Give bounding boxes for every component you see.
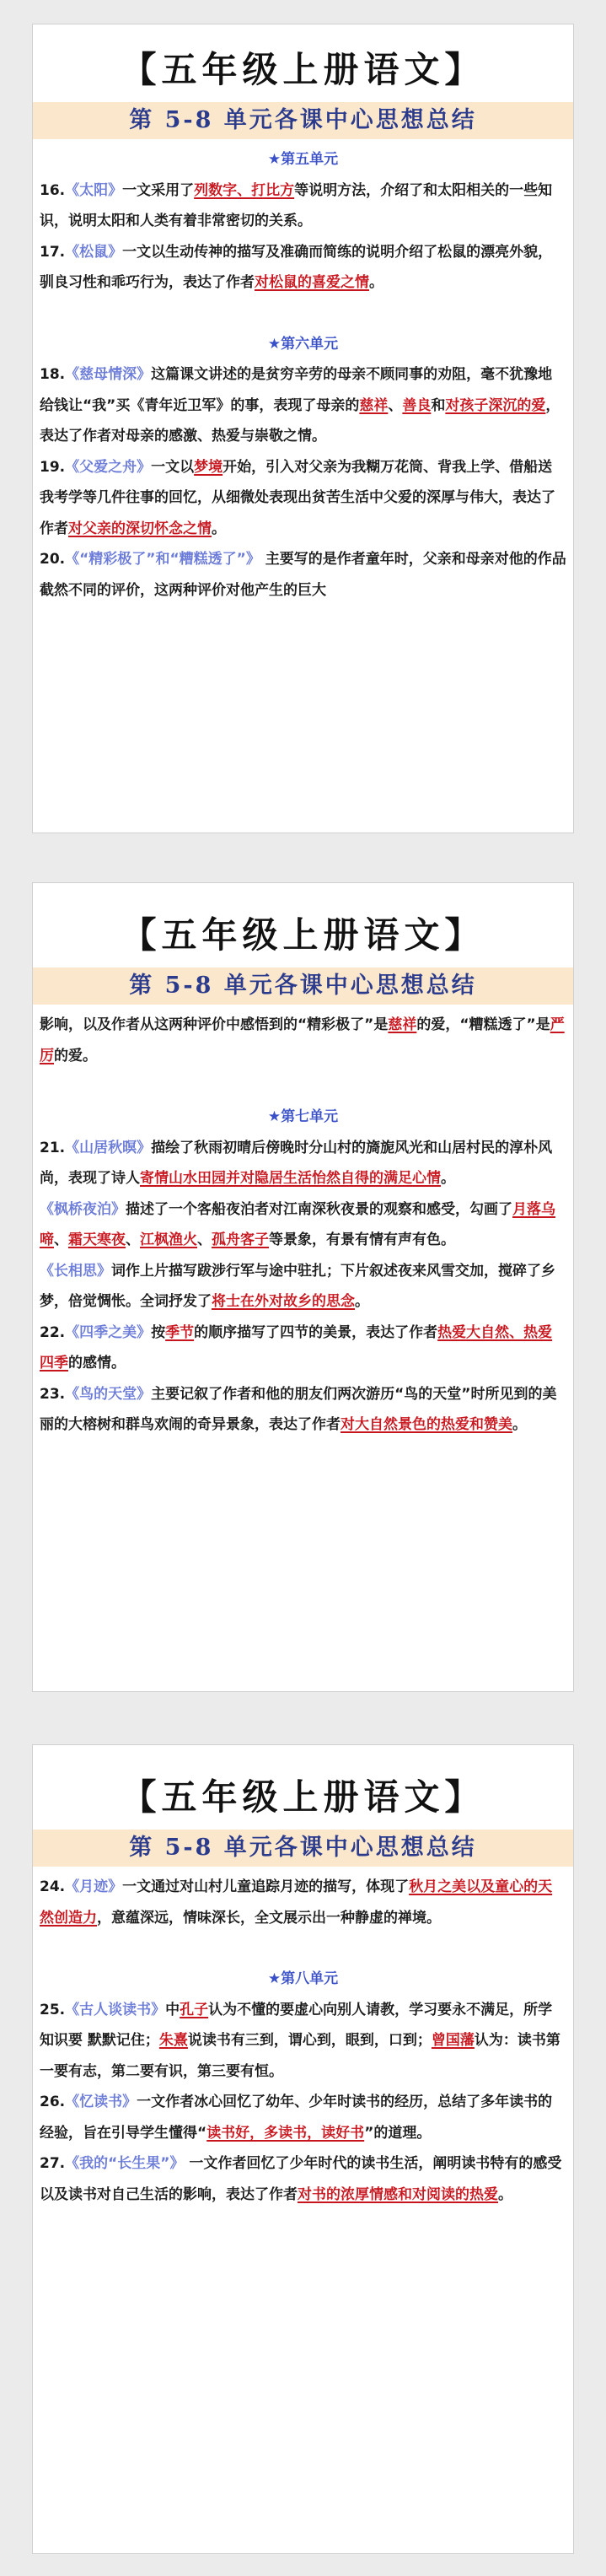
lesson-paragraph — [40, 237, 566, 299]
body-text: 。 — [498, 2185, 512, 2203]
body-text: 24. — [40, 1878, 66, 1895]
body-text: 这篇课文讲述的是贫穷辛劳的母亲不顾同事的劝阻，毫不犹豫地给钱让“我”买《青年近卫军》的事，表现了母亲的 — [40, 366, 553, 414]
body-text: 17. — [40, 243, 66, 261]
body-text: 描绘了秋雨初晴后傍晚时分山村的旖旎风光和山居村民的淳朴风尚，表现了诗人 — [40, 1139, 553, 1187]
lesson-title: 《鸟的天堂》 — [65, 1385, 152, 1403]
body-text: 和 — [431, 396, 446, 414]
lesson-title: 《月迹》 — [65, 1878, 123, 1895]
body-text: 的顺序描写了四节的美景，表达了作者 — [194, 1323, 438, 1341]
spacer — [40, 1933, 566, 1964]
subtitle-banner: 第 5-8 单元各课中心思想总结 — [33, 102, 573, 139]
body-text: ，意蕴深远，情味深长，全文展示出一种静虚的禅境。 — [97, 1909, 441, 1927]
body-text: 一文采用了 — [122, 181, 195, 199]
lesson-title: 《“精彩极了”和“糟糕透了”》 — [65, 551, 260, 568]
body-text: 23. — [40, 1385, 66, 1403]
lesson-paragraph — [40, 1872, 566, 1933]
lesson-paragraph — [40, 1133, 566, 1194]
key-phrase: 将士在外对故乡的思念 — [212, 1293, 355, 1310]
body-text: 开始，引入对父亲为我糊万花筒、背我上学、借船送我考学等几件往事的回忆，从细微处表现出贫苦生活中父爱的深厚与伟大，表达了作者 — [40, 458, 555, 537]
page-title: 【五年级上册语文】 — [121, 49, 485, 90]
body-text: 。 — [355, 1293, 369, 1310]
body-text: 说读书有三到，谓心到，眼到，口到； — [187, 2032, 432, 2049]
key-phrase: 对松鼠的喜爱之情 — [255, 274, 369, 291]
body-text: ，表达了作者对母亲的感激、热爱与崇敬之情。 — [40, 396, 560, 445]
key-phrase: 严厉 — [40, 1016, 565, 1064]
lesson-paragraph — [40, 1256, 566, 1318]
lesson-title: 《太阳》 — [65, 181, 123, 199]
body-text: 。 — [369, 274, 383, 291]
body-text: 27. — [40, 2155, 66, 2172]
body-text: 一文通过对山村儿童追踪月迹的描写，体现了 — [122, 1878, 410, 1895]
lesson-paragraph — [40, 359, 566, 452]
body-text: 词作上片描写跋涉行军与途中驻扎；下片叙述夜来风雪交加，搅碎了乡梦，倍觉惆怅。全词抒发了 — [40, 1262, 555, 1310]
body-text: 16. — [40, 181, 66, 199]
body-text: 21. — [40, 1139, 66, 1156]
body-text: 26. — [40, 2094, 66, 2110]
body-text: 、 — [54, 1231, 68, 1248]
lesson-title: 《忆读书》 — [65, 2094, 137, 2110]
body-text: 主要写的是作者童年时，父亲和母亲对他的作品截然不同的评价，这两种评价对他产生的巨大 — [40, 551, 566, 599]
body-text: 、 — [126, 1231, 140, 1248]
key-phrase: 曾国藩 — [431, 2032, 475, 2049]
body-text: 认为不懂的要虚心向别人请教，学习要永不满足，所学知识要 默默记住； — [40, 2001, 553, 2049]
lesson-title: 《我的“长生果”》 — [65, 2155, 185, 2172]
key-phrase: 孔子 — [180, 2001, 209, 2018]
key-phrase: 对书的浓厚情感和对阅读的热爱 — [298, 2185, 498, 2203]
spacer — [40, 299, 566, 329]
key-phrase: 霜天寒夜 — [68, 1231, 126, 1248]
card-page-1 — [32, 24, 574, 833]
spacer — [40, 1071, 566, 1102]
lesson-paragraph — [40, 1010, 566, 1071]
lesson-paragraph — [40, 1379, 566, 1441]
key-phrase: 月落乌啼 — [40, 1200, 555, 1248]
body-text: 描述了一个客船夜泊者对江南深秋夜景的观察和感受，勾画了 — [126, 1200, 512, 1218]
key-phrase: 慈祥 — [359, 396, 389, 414]
body-text: 等景象，有景有情有声有色。 — [269, 1231, 455, 1248]
lesson-title: 《山居秋暝》 — [65, 1139, 152, 1156]
lesson-title: 《枫桥夜泊》 — [40, 1200, 126, 1218]
unit-heading: ★第五单元 — [267, 151, 339, 168]
body-text: 一文以生动传神的描写及准确而简练的说明介绍了松鼠的漂亮外貌，驯良习性和乖巧行为，表达了作者 — [40, 243, 553, 291]
body-text: 一文以 — [151, 458, 195, 476]
body-text: 25. — [40, 2001, 66, 2018]
body-text: 主要记叙了作者和他的朋友们两次游历“鸟的天堂”时所见到的美丽的大榕树和群鸟欢闹的奇异景象，表达了作者 — [40, 1385, 557, 1433]
lesson-paragraph — [40, 1318, 566, 1379]
lesson-title: 《四季之美》 — [65, 1323, 152, 1341]
body-text: 。 — [512, 1416, 527, 1433]
body-text: 。 — [212, 520, 226, 537]
content-area — [33, 1005, 573, 1441]
key-phrase: 孤舟客子 — [212, 1231, 269, 1248]
lesson-title: 《古人谈读书》 — [65, 2001, 166, 2018]
body-text: 等说明方法，介绍了和太阳相关的一些知识，说明太阳和人类有着非常密切的关系。 — [40, 181, 553, 229]
key-phrase: 对父亲的深切怀念之情 — [68, 520, 212, 537]
body-text: 一文作者回忆了少年时代的读书生活，阐明读书特有的感受以及读书对自己生活的影响，表达了作者 — [40, 2155, 562, 2203]
lesson-paragraph — [40, 2148, 566, 2210]
key-phrase: 对孩子深沉的爱 — [445, 396, 546, 414]
lesson-paragraph — [40, 2087, 566, 2148]
body-text: 一文作者冰心回忆了幼年、少年时读书的经历，总结了多年读书的经验，旨在引导学生懂得“ — [40, 2094, 553, 2142]
content-area — [33, 139, 573, 606]
key-phrase: 秋月之美以及童心的天然创造力 — [40, 1878, 553, 1927]
unit-heading: ★第八单元 — [267, 1970, 339, 1987]
body-text: 影响，以及作者从这两种评价中感悟到的“精彩极了”是 — [40, 1016, 389, 1033]
card-page-3 — [32, 1744, 574, 2554]
body-text: 按 — [151, 1323, 166, 1341]
body-text: 19. — [40, 458, 66, 476]
key-phrase: 列数字、打比方 — [194, 181, 295, 199]
content-area — [33, 1867, 573, 2210]
key-phrase: 梦境 — [194, 458, 223, 476]
lesson-paragraph — [40, 1995, 566, 2088]
key-phrase: 季节 — [165, 1323, 195, 1341]
key-phrase: 寄情山水田园并对隐居生活怡然自得的满足心情 — [140, 1170, 441, 1187]
body-text: 的爱。 — [54, 1047, 97, 1064]
unit-heading: ★第七单元 — [267, 1108, 339, 1125]
body-text: 22. — [40, 1323, 66, 1341]
unit-heading: ★第六单元 — [267, 335, 339, 353]
card-page-2 — [32, 882, 574, 1692]
key-phrase: 江枫渔火 — [140, 1231, 197, 1248]
lesson-paragraph — [40, 452, 566, 545]
body-text: 中 — [165, 2001, 180, 2018]
key-phrase: 读书好，多读书，读好书 — [206, 2124, 365, 2142]
lesson-title: 《父爱之舟》 — [65, 458, 152, 476]
page-title: 【五年级上册语文】 — [121, 914, 485, 956]
subtitle-banner: 第 5-8 单元各课中心思想总结 — [33, 967, 573, 1005]
body-text: 认为：读书第一要有志，第二要有识，第三要有恒。 — [40, 2032, 560, 2080]
body-text: 。 — [441, 1170, 455, 1187]
page-title: 【五年级上册语文】 — [121, 1776, 485, 1818]
lesson-title: 《长相思》 — [40, 1262, 111, 1280]
body-text: 20. — [40, 551, 66, 568]
body-text: 、 — [388, 396, 403, 414]
key-phrase: 热爱大自然、热爱四季 — [40, 1323, 553, 1372]
body-text: 、 — [197, 1231, 212, 1248]
body-text: 的感情。 — [68, 1355, 126, 1372]
lesson-title: 《松鼠》 — [65, 243, 123, 261]
lesson-paragraph — [40, 1194, 566, 1256]
key-phrase: 朱熹 — [158, 2032, 188, 2049]
lesson-paragraph — [40, 175, 566, 237]
body-text: 的爱，“糟糕透了”是 — [416, 1016, 550, 1033]
key-phrase: 对大自然景色的热爱和赞美 — [341, 1416, 512, 1433]
body-text: 18. — [40, 366, 66, 383]
key-phrase: 慈祥 — [388, 1016, 417, 1033]
lesson-paragraph — [40, 544, 566, 606]
lesson-title: 《慈母情深》 — [65, 366, 152, 383]
subtitle-banner: 第 5-8 单元各课中心思想总结 — [33, 1830, 573, 1867]
body-text: ”的道理。 — [364, 2124, 432, 2142]
key-phrase: 善良 — [402, 396, 432, 414]
